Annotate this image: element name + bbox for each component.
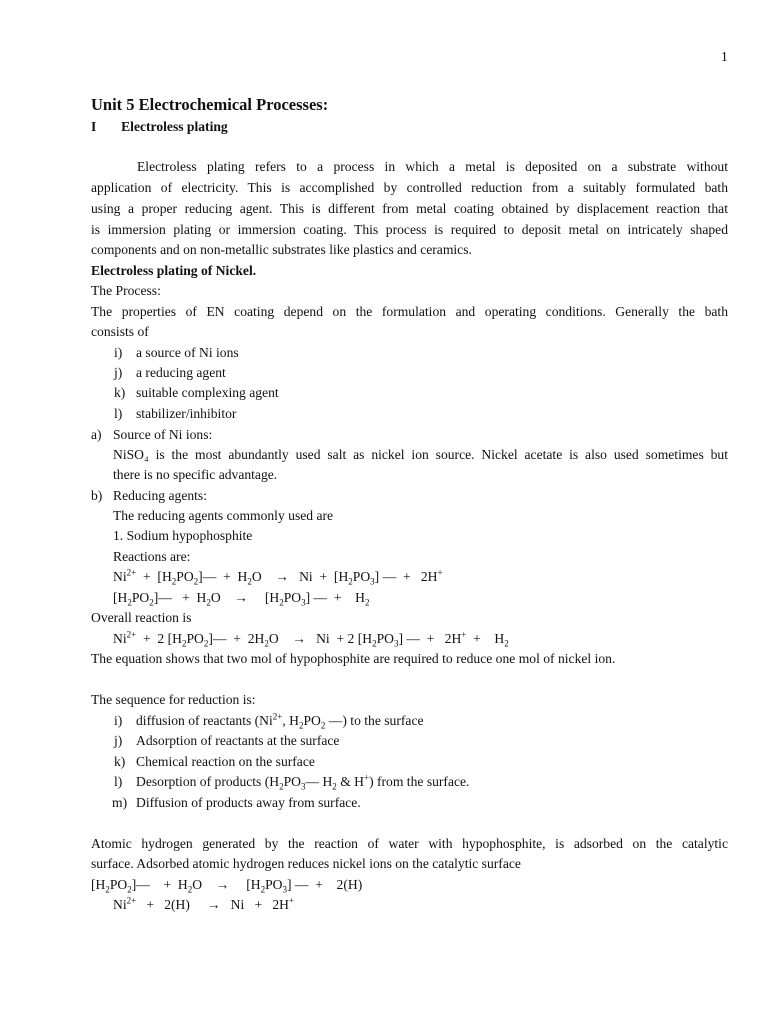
reducing-intro: The reducing agents commonly used are [113,508,334,523]
list-marker: j) [114,733,123,748]
equation-3: $[H_2PO_2]—$ + $H_2O$ → $[H_2PO_3]$ — + 2(H) [91,877,363,895]
sequence-item-3: Chemical reaction on the surface [136,754,315,769]
intro-line-2: application of electricity. This is accomplished by controlled reduction from a suitably formulated bath [91,180,728,195]
equation-4: $Ni^{2+} + 2(H)$ → Ni + 2H+ [113,895,295,912]
intro-line-3: using a proper reducing agent. This is different from metal coating obtained by displacement reaction that [91,201,728,216]
sequence-label: The sequence for reduction is: [91,692,256,707]
intro-line-1: Electroless plating refers to a process in which a metal is deposited on a substrate without [137,159,728,174]
intro-line-5: components and on non-metallic substrates like plastics and ceramics. [91,242,472,257]
source-label: Source of Ni ions: [113,427,213,442]
list-item [114,365,122,381]
subheading-nickel: Electroless plating of Nickel. [91,263,257,278]
atomic-line-1: Atomic hydrogen generated by the reaction of water with hypophosphite, is adsorbed on the catalytic [91,836,728,851]
source-line-2: there is no specific advantage. [113,467,278,482]
reactions-label: Reactions are: [113,549,191,564]
list-marker: k) [114,754,126,769]
process-label: The Process: [91,283,161,298]
list-marker: l) [114,774,123,789]
equation-1: $Ni^{2+}$ + $[H_2PO_2]— + H_2O$ → $Ni + [H_2PO_3]$ — + 2H+ [113,567,443,587]
process-line-1: The properties of EN coating depend on the formulation and operating conditions. Generally the bath [91,304,728,319]
source-marker: a) [91,427,102,442]
list-item [114,385,125,401]
list-item [114,406,122,422]
list-item-text: a reducing agent [136,365,226,380]
list-item-text: suitable complexing agent [136,385,279,400]
sequence-item-2: Adsorption of reactants at the surface [136,733,340,748]
source-line-1: NiSO₄ is the most abundantly used salt as nickel ion source. Nickel acetate is also used sometimes but [113,447,728,462]
section-title: Electroless plating [121,119,228,134]
reducing-marker: b) [91,488,103,503]
overall-label: Overall reaction is [91,610,192,625]
section-heading [91,119,228,135]
list-marker: k) [114,385,126,400]
list-marker: m) [112,795,128,810]
reducing-label: Reducing agents: [113,488,208,503]
list-item [114,345,122,361]
equation-2: $[H_2PO_2]— + H_2O$ → $[H_2PO_3]$ — + $H_2$ [113,590,370,608]
list-marker: i) [114,345,123,360]
reducing-item: 1. Sodium hypophosphite [113,528,253,543]
equation-overall: $Ni^{2+} + 2$ $[H_2PO_2]— + 2H_2O$ → Ni + 2 $[H_2PO_3]$ — + 2H+ + $H_2$ [113,629,509,649]
list-marker: i) [114,713,123,728]
equation-note: The equation shows that two mol of hypophosphite are required to reduce one mol of nickel ion. [91,651,616,666]
list-marker: l) [114,406,123,421]
sequence-item-5: Diffusion of products away from surface. [136,795,361,810]
intro-line-4: is immersion plating or immersion coating. This process is required to deposit metal on intricately shaped [91,222,728,237]
sequence-item-1: diffusion of reactants ($Ni^{2+}$, $H_2PO_2$ —) to the surface [136,711,424,731]
page-title: Unit 5 Electrochemical Processes: [91,95,329,114]
list-item-text: stabilizer/inhibitor [136,406,237,421]
section-number: I [91,119,97,134]
page-number: 1 [721,49,728,64]
process-line-2: consists of [91,324,149,339]
list-marker: j) [114,365,123,380]
list-item-text: a source of Ni ions [136,345,239,360]
atomic-line-2: surface. Adsorbed atomic hydrogen reduces nickel ions on the catalytic surface [91,856,521,871]
sequence-item-4: Desorption of products ($H_2PO_3—$ $H_2$ & H+) from the surface. [136,772,470,792]
